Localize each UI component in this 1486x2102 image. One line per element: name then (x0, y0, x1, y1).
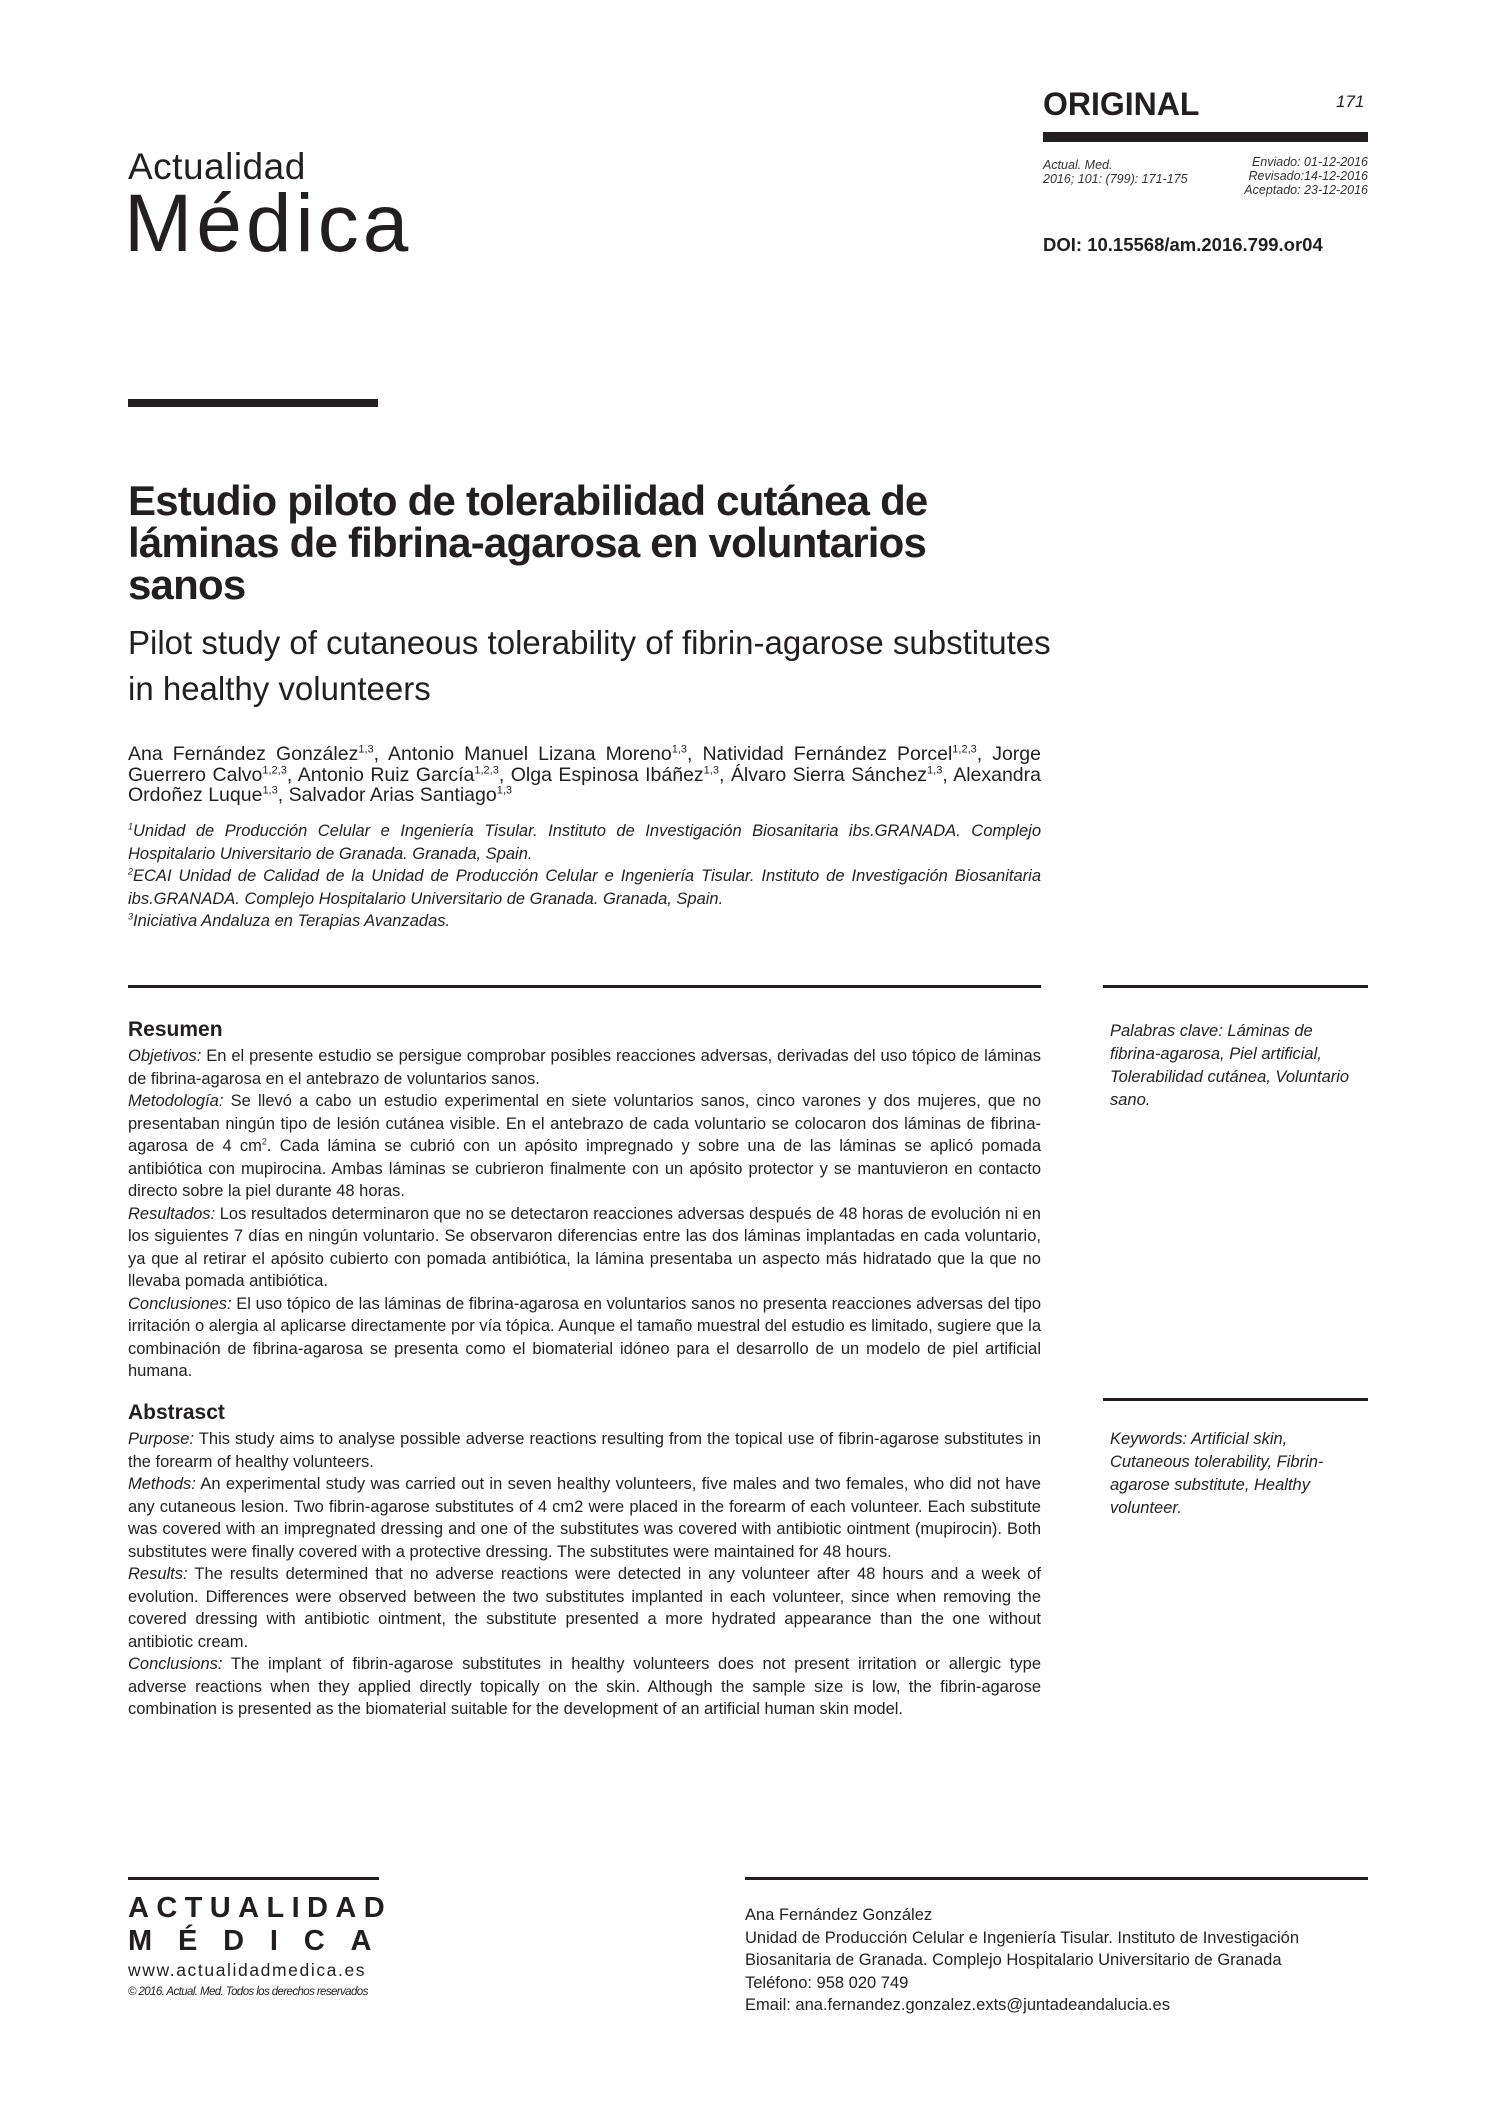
affiliation-item: $^1$Unidad de Producción Celular e Ingeniería Tisular. Instituto de Investigación Biosanitaria ibs.GRANADA. Complejo Hospitalario Universitario de Granada. Granada, Spain. (128, 821, 1041, 863)
contact-name: Ana Fernández González (745, 1906, 933, 1924)
author: Olga Espinosa Ibáñez$^{1,3}$ (510, 763, 719, 786)
journal-brand-small: Actualidad (128, 146, 306, 187)
footer-brand-line2: MÉDICA (128, 1925, 398, 1957)
citation-line2: 2016; 101: (799): 171-175 (1043, 172, 1188, 186)
contact-email[interactable]: Email: ana.fernandez.gonzalez.exts@juntadeandalucia.es (745, 1996, 1170, 2014)
keywords-en-rule (1103, 1398, 1368, 1401)
resumen-conclusiones: Conclusiones: El uso tópico de las láminas de fibrina-agarosa en voluntarios sanos no presenta reacciones adversas del tipo irritación o alergia al aplicarse directamente por vía tópica. Aunque el tamaño muestral del estudio es limitado, sugiere que la combinación de fibrina-agarosa se presenta como el biomaterial idóneo para el desarrollo de un modelo de piel artificial humana. (128, 1294, 1041, 1380)
abstract-results: Results: The results determined that no adverse reactions were detected in any volunteer after 48 hours and a week of evolution. Differences were observed between the two substitutes implanted in each volunteer, since when removing the covered dressing with antibiotic ointment, the substitute presented a more hydrated appearance than the one without antibiotic cream. (128, 1565, 1041, 1651)
date-sent: Enviado: 01-12-2016 (1251, 155, 1368, 169)
author-list: Ana Fernández González$^{1,3}$, Antonio Manuel Lizana Moreno$^{1,3}$, Natividad Fernández Porcel$^{1,2,3}$, Jorge Guerrero Calvo$^{1,2,3}$, Antonio Ruiz García$^{1,2,3}$, Olga Espinosa Ibáñez$^{1,3}$, Álvaro Sierra Sánchez$^{1,3}$, Alexandra Ordoñez Luque$^{1,3}$, Salvador Arias Santiago$^{1,3}$ (128, 743, 1041, 806)
resumen-heading: Resumen (128, 1018, 223, 1041)
page-number: 171 (1336, 92, 1365, 111)
footer-rule-left (128, 1877, 379, 1880)
contact-affiliation-line1: Unidad de Producción Celular e Ingeniería Tisular. Instituto de Investigación (745, 1928, 1299, 1947)
resumen-resultados: Resultados: Los resultados determinaron que no se detectaron reacciones adversas después de 48 horas de evolución ni en los siguientes 7 días en ningún voluntario. Se observaron diferencias entre las dos láminas implantadas en cada voluntario, ya que al retirar el apósito cubierto con pomada antibiótica, la lámina presentaba un aspecto más hidratado que la que no llevaba pomada antibiótica. (128, 1204, 1041, 1290)
affiliations (128, 820, 1041, 933)
author: Jorge Guerrero Calvo$^{1,2,3}$ (128, 743, 1041, 786)
date-accepted: Aceptado: 23-12-2016 (1244, 183, 1368, 197)
title-rule (128, 399, 378, 407)
resumen-body (128, 1045, 1041, 1383)
author: Ana Fernández González$^{1,3}$ (128, 743, 374, 765)
author: Antonio Ruiz García$^{1,2,3}$ (297, 763, 499, 786)
title-english: Pilot study of cutaneous tolerability of fibrin-agarose substitutes in healthy volunteers (128, 624, 1051, 707)
resumen-objetivos: Objetivos: En el presente estudio se persigue comprobar posibles reacciones adversas, derivadas del uso tópico de láminas de fibrina-agarosa en el antebrazo de voluntarios sanos. (128, 1047, 1041, 1088)
author: Salvador Arias Santiago$^{1,3}$ (288, 784, 513, 806)
palabras-clave: Palabras clave: Láminas de fibrina-agarosa, Piel artificial, Tolerabilidad cutánea, Voluntario sano. (1110, 1022, 1350, 1109)
abstract-body (128, 1428, 1041, 1721)
author: Natividad Fernández Porcel$^{1,2,3}$ (702, 743, 977, 765)
correspondence (745, 1904, 1368, 2017)
abstract-conclusions: Conclusions: The implant of fibrin-agarose substitutes in healthy volunteers does not present irritation or allergic type adverse reactions when they applied directly topically on the skin. Although the sample size is low, the fibrin-agarose combination is presented as the biomaterial suitable for the development of an artificial human skin model. (128, 1655, 1041, 1718)
section-label: ORIGINAL (1043, 86, 1200, 122)
footer-rule-right (745, 1877, 1368, 1880)
journal-brand-large: Médica (124, 178, 413, 269)
keywords-es-rule (1103, 985, 1368, 988)
citation (1043, 158, 1188, 186)
affiliation-item: $^3$Iniciativa Andaluza en Terapias Avanzadas. (128, 911, 451, 930)
abstract-purpose: Purpose: This study aims to analyse possible adverse reactions resulting from the topical use of fibrin-agarose substitutes in the forearm of healthy volunteers. (128, 1430, 1041, 1471)
author: Álvaro Sierra Sánchez$^{1,3}$ (730, 763, 943, 786)
author: Alexandra Ordoñez Luque$^{1,3}$ (128, 763, 1041, 806)
date-revised: Revisado:14-12-2016 (1248, 169, 1368, 183)
header-rule (1043, 132, 1368, 142)
author: Antonio Manuel Lizana Moreno$^{1,3}$ (388, 743, 688, 765)
citation-line1: Actual. Med. (1043, 158, 1113, 172)
contact-affiliation-line2: Biosanitaria de Granada. Complejo Hospitalario Universitario de Granada (745, 1951, 1282, 1969)
keywords: Keywords: Artificial skin, Cutaneous tolerability, Fibrin-agarose substitute, Healthy volunteer. (1110, 1430, 1324, 1517)
doi[interactable]: DOI: 10.15568/am.2016.799.or04 (1043, 234, 1323, 255)
abstract-methods: Methods: An experimental study was carried out in seven healthy volunteers, five males and two females, who did not have any cutaneous lesion. Two fibrin-agarose substitutes of 4 cm2 were placed in the forearm of each volunteer. Each substitute was covered with an impregnated dressing and one of the substitutes was covered with antibiotic ointment (mupirocin). Both substitutes were finally covered with a protective dressing. The substitutes were maintained for 48 hours. (128, 1475, 1041, 1561)
resumen-rule (128, 985, 1041, 988)
resumen-metodologia: Metodología: Se llevó a cabo un estudio experimental en siete voluntarios sanos, cinco varones y dos mujeres, que no presentaban ningún tipo de lesión cutánea visible. En el antebrazo de cada voluntario se colocaron dos láminas de fibrina-agarosa de 4 $cm^2$. Cada lámina se cubrió con un apósito impregnado y sobre una de las láminas se aplicó pomada antibiótica con mupirocina. Ambas láminas se cubrieron finalmente con un apósito protector y se mantuvieron en contacto directo sobre la piel durante 48 horas. (128, 1092, 1041, 1200)
contact-phone: Teléfono: 958 020 749 (745, 1973, 909, 1992)
footer-copyright: © 2016. Actual. Med. Todos los derechos reservados (128, 1986, 368, 1998)
abstract-heading: Abstrasct (128, 1401, 225, 1424)
title-spanish: Estudio piloto de tolerabilidad cutánea de láminas de fibrina-agarosa en voluntarios sanos (128, 477, 928, 608)
affiliation-item: $^2$ECAI Unidad de Calidad de la Unidad de Producción Celular e Ingeniería Tisular. Instituto de Investigación Biosanitaria ibs.GRANADA. Complejo Hospitalario Universitario de Granada. Granada, Spain. (128, 866, 1041, 908)
footer-brand-line1: ACTUALIDAD (128, 1892, 393, 1924)
submission-dates (1180, 155, 1368, 197)
footer-url[interactable]: www.actualidadmedica.es (128, 1960, 367, 1980)
